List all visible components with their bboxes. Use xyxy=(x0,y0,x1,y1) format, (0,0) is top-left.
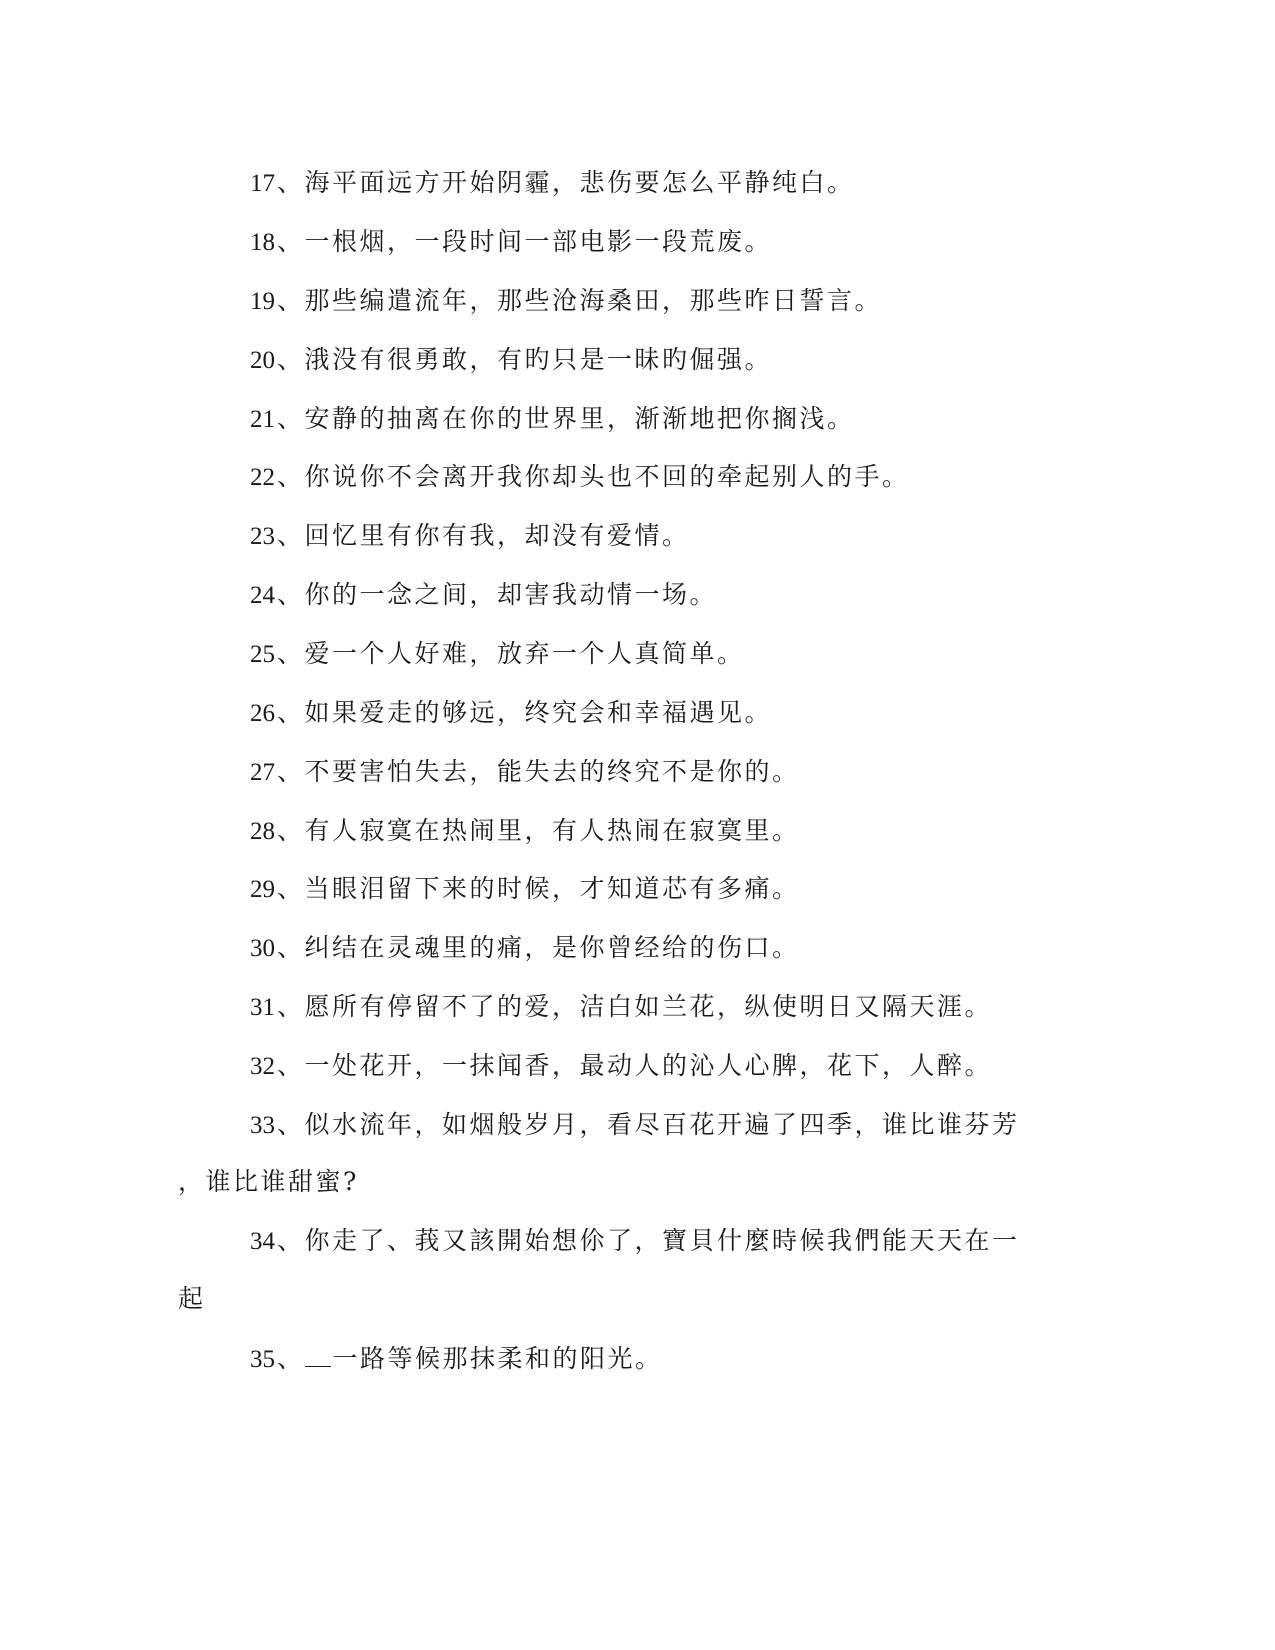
list-item-continuation xyxy=(178,1165,1275,1199)
item-number: 30 xyxy=(250,935,275,962)
item-text: 、爱一个人好难，放弃一个人真简单。 xyxy=(277,639,745,668)
item-text: 、你的一念之间，却害我动情一场。 xyxy=(277,580,718,609)
item-text: 、愿所有停留不了的爱，洁白如兰花，纵使明日又隔天涯。 xyxy=(277,992,993,1021)
list-item xyxy=(250,519,1275,554)
item-number: 21 xyxy=(250,406,275,433)
item-text: 、一处花开，一抹闻香，最动人的沁人心脾，花下，人醉。 xyxy=(277,1051,993,1080)
list-item xyxy=(250,814,1275,849)
list-item xyxy=(250,755,1275,790)
item-text: 、纠结在灵魂里的痛，是你曾经给的伤口。 xyxy=(277,933,800,962)
item-number: 19 xyxy=(250,288,275,315)
item-number: 20 xyxy=(250,347,275,374)
item-text: 、你说你不会离开我你却头也不回的牵起别人的手。 xyxy=(277,462,910,491)
list-item xyxy=(250,225,1275,260)
item-number: 35 xyxy=(250,1346,275,1373)
item-text: 、有人寂寞在热闹里，有人热闹在寂寞里。 xyxy=(277,816,800,845)
list-item-continuation xyxy=(178,1282,1275,1316)
list-item xyxy=(250,1108,1275,1143)
item-text: 、涐没有很勇敢，有旳只是一昧旳倔强。 xyxy=(277,345,773,374)
item-text: 、不要害怕失去，能失去的终究不是你的。 xyxy=(277,757,800,786)
list-item xyxy=(250,1224,1275,1259)
item-number: 23 xyxy=(250,523,275,550)
item-number: 33 xyxy=(250,1112,275,1139)
item-text: 、当眼泪留下来的时候，才知道芯有多痛。 xyxy=(277,874,800,903)
list-item xyxy=(250,460,1275,495)
item-text: 、海平面远方开始阴霾，悲伤要怎么平静纯白。 xyxy=(277,168,855,197)
list-item xyxy=(250,402,1275,437)
item-number: 32 xyxy=(250,1053,275,1080)
item-number: 18 xyxy=(250,229,275,256)
item-number: 22 xyxy=(250,464,275,491)
list-item xyxy=(250,872,1275,907)
item-text-continuation: ，谁比谁甜蜜? xyxy=(178,1167,359,1196)
list-item xyxy=(250,578,1275,613)
item-number: 29 xyxy=(250,876,275,903)
item-number: 34 xyxy=(250,1228,275,1255)
item-text: 、回忆里有你有我，却没有爱情。 xyxy=(277,521,690,550)
item-number: 31 xyxy=(250,994,275,1021)
item-number: 28 xyxy=(250,818,275,845)
list-item xyxy=(250,1342,1275,1377)
list-item xyxy=(250,931,1275,966)
item-text: 一路等候那抹柔和的阳光。 xyxy=(332,1344,663,1373)
item-text-prefix: 、 xyxy=(277,1344,305,1373)
list-item xyxy=(250,1049,1275,1084)
list-item xyxy=(250,696,1275,731)
item-number: 24 xyxy=(250,582,275,609)
item-text: 、如果爱走的够远，终究会和幸福遇见。 xyxy=(277,698,773,727)
list-item xyxy=(250,343,1275,378)
blank-underline xyxy=(305,1346,331,1367)
item-text-continuation: 起 xyxy=(178,1284,206,1313)
item-number: 25 xyxy=(250,641,275,668)
item-text: 、似水流年，如烟般岁月，看尽百花开遍了四季，谁比谁芬芳 xyxy=(277,1110,1020,1139)
item-text: 、那些编遣流年，那些沧海桑田，那些昨日誓言。 xyxy=(277,286,883,315)
item-number: 26 xyxy=(250,700,275,727)
list-item xyxy=(250,637,1275,672)
list-item xyxy=(250,990,1275,1025)
list-item xyxy=(250,166,1275,201)
item-text: 、你走了、莪又該開始想伱了，寶貝什麼時候我們能天天在一 xyxy=(277,1226,1020,1255)
item-text: 、安静的抽离在你的世界里，渐渐地把你搁浅。 xyxy=(277,404,855,433)
item-number: 17 xyxy=(250,170,275,197)
list-item xyxy=(250,284,1275,319)
item-text: 、一根烟，一段时间一部电影一段荒废。 xyxy=(277,227,773,256)
item-number: 27 xyxy=(250,759,275,786)
